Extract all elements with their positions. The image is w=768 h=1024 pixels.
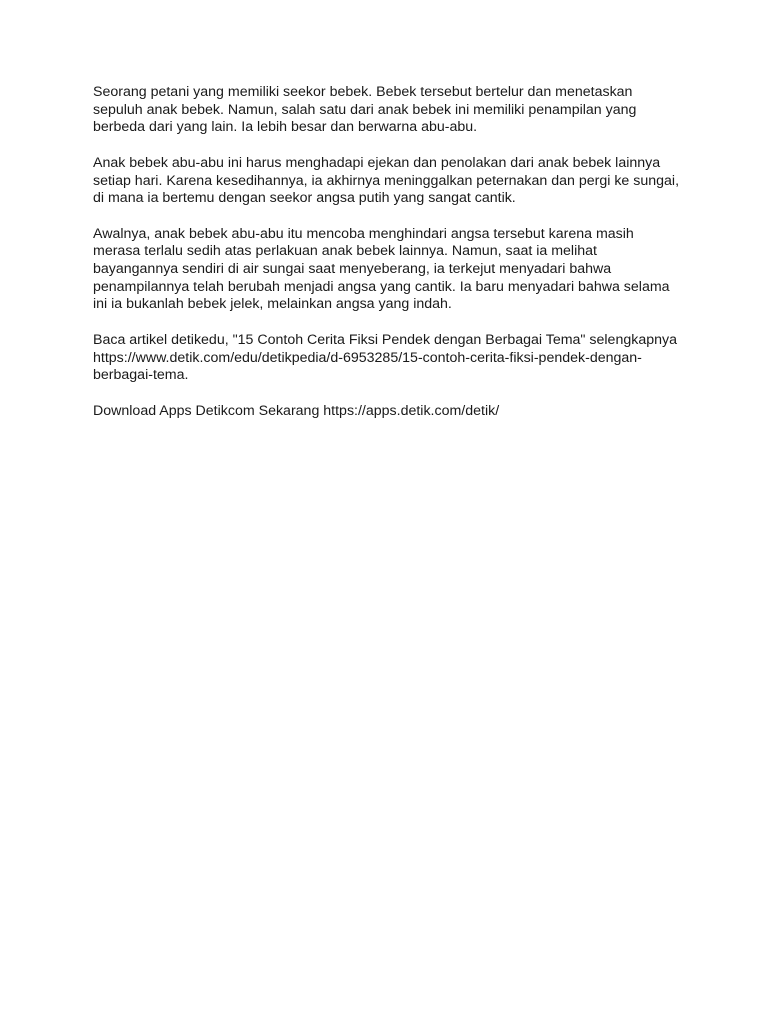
paragraph-transformation: Awalnya, anak bebek abu-abu itu mencoba menghindari angsa tersebut karena masih merasa terlalu sedih atas perlakuan anak bebek lainnya. Namun, saat ia melihat bayangannya sendiri di air sungai saat menyeberang, ia terkejut menyadari bahwa penampilannya telah berubah menjadi angsa yang cantik. Ia baru menyadari bahwa selama ini ia bukanlah bebek jelek, melainkan angsa yang indah. xyxy=(93,225,670,313)
document-page xyxy=(93,84,683,438)
paragraph-rejection: Anak bebek abu-abu ini harus menghadapi ejekan dan penolakan dari anak bebek lainnya setiap hari. Karena kesedihannya, ia akhirnya meninggalkan peternakan dan pergi ke sungai, di mana ia bertemu dengan seekor angsa putih yang sangat cantik. xyxy=(93,154,680,207)
paragraph-article-link: Baca artikel detikedu, "15 Contoh Cerita Fiksi Pendek dengan Berbagai Tema" selengkapnya https://www.detik.com/edu/detikpedia/d-6953285/15-contoh-cerita-fiksi-pendek-dengan-berbagai-tema. xyxy=(93,331,677,384)
paragraph-intro: Seorang petani yang memiliki seekor bebek. Bebek tersebut bertelur dan menetaskan sepuluh anak bebek. Namun, salah satu dari anak bebek ini memiliki penampilan yang berbeda dari yang lain. Ia lebih besar dan berwarna abu-abu. xyxy=(93,84,637,136)
paragraph-download-apps: Download Apps Detikcom Sekarang https://apps.detik.com/detik/ xyxy=(93,402,500,419)
